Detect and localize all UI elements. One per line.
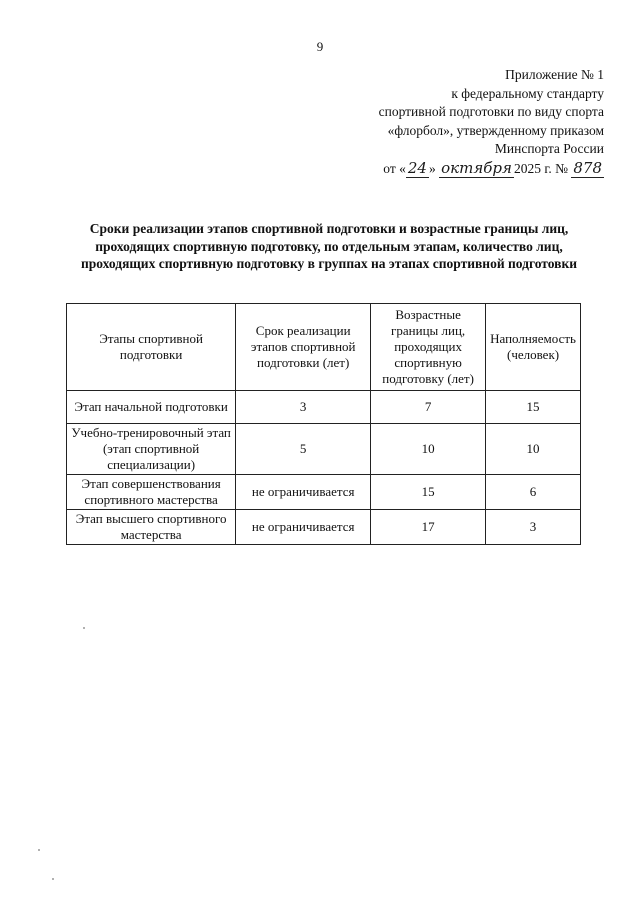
stage-cell: Учебно-тренировочный этап (этап спортивной специализации) (67, 424, 236, 475)
document-title: Сроки реализации этапов спортивной подготовки и возрастные границы лиц, проходящих спортивную подготовку, по отдельным этапам, количество лиц, проходящих спортивную подготовку в группах на этапах спортивной подготовки (80, 221, 578, 271)
page-number: 9 (316, 39, 324, 54)
handwritten-order-number: 878 (573, 158, 602, 177)
handwritten-month: октября (441, 158, 512, 177)
duration-cell: не ограничивается (236, 475, 371, 510)
appendix-line: Минспорта России (494, 141, 604, 156)
capacity-cell: 6 (486, 475, 581, 510)
appendix-line: спортивной подготовки по виду спорта (378, 104, 604, 119)
scan-speck (83, 627, 85, 629)
stage-cell: Этап высшего спортивного мастерства (67, 510, 236, 545)
order-date-line (324, 159, 604, 179)
appendix-header (324, 66, 604, 178)
age-cell: 7 (371, 391, 486, 424)
age-cell: 17 (371, 510, 486, 545)
table-row (67, 424, 581, 475)
age-cell: 15 (371, 475, 486, 510)
capacity-cell: 10 (486, 424, 581, 475)
date-separator: » (428, 160, 436, 176)
header-cell: Этапы спортивной подготовки (67, 304, 236, 391)
duration-cell: 3 (236, 391, 371, 424)
appendix-line: «флорбол», утвержденному приказом (387, 122, 604, 138)
appendix-line: к федеральному стандарту (451, 85, 604, 101)
table-row (67, 475, 581, 510)
capacity-cell: 3 (486, 510, 581, 545)
appendix-line: Приложение № 1 (505, 67, 604, 82)
header-cell: Срок реализации этапов спортивной подготовки (лет) (236, 304, 371, 391)
stage-cell: Этап совершенствования спортивного мастерства (67, 475, 236, 510)
table-header-row (67, 304, 581, 391)
capacity-cell: 15 (486, 391, 581, 424)
duration-cell: 5 (236, 424, 371, 475)
stage-cell: Этап начальной подготовки (67, 391, 236, 424)
stages-table (66, 303, 581, 545)
handwritten-day: 24 (407, 158, 427, 177)
duration-cell: не ограничивается (236, 510, 371, 545)
table-row (67, 510, 581, 545)
date-year-suffix: 2025 г. № (513, 160, 568, 176)
header-cell: Наполняемость (человек) (486, 304, 581, 391)
table-row (67, 391, 581, 424)
scan-speck (38, 849, 40, 851)
header-cell: Возрастные границы лиц, проходящих спортивную подготовку (лет) (371, 304, 486, 391)
age-cell: 10 (371, 424, 486, 475)
scan-speck (52, 878, 54, 880)
date-prefix: от « (383, 160, 406, 176)
